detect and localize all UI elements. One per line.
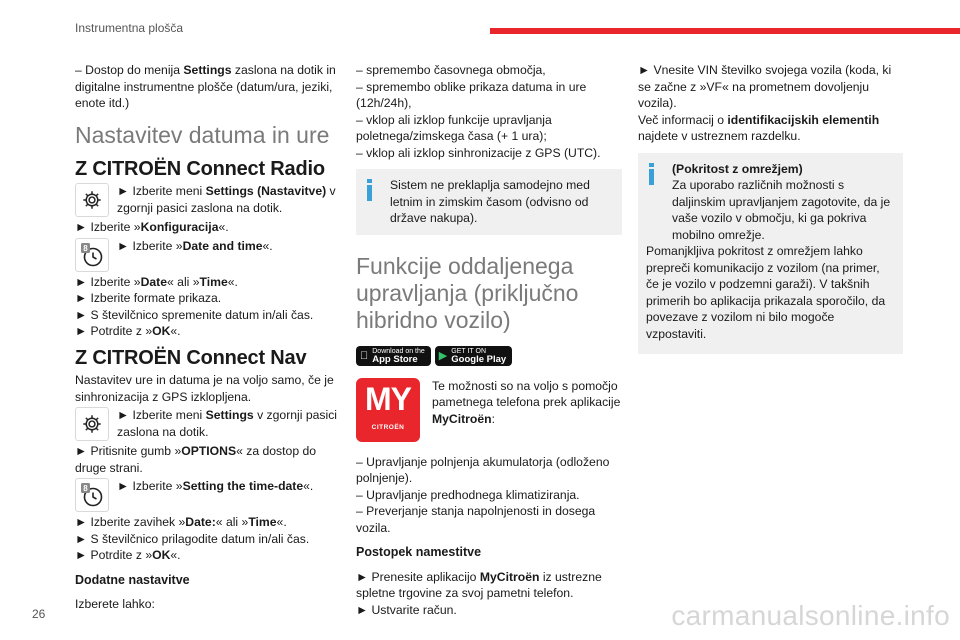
section-heading-remote: Funkcije oddaljenega upravljanja (priključno hibridno vozilo) [356, 252, 579, 333]
feature-item: – Upravljanje polnjenja akumulatorja (odloženo polnjenje). [356, 454, 610, 485]
clock-icon [75, 238, 109, 272]
section-heading-date-time: Nastavitev datuma in ure [75, 121, 330, 148]
nav-intro: Nastavitev ure in datuma je na voljo samo, če je sinhronizacija z GPS izklopljena. [75, 373, 334, 404]
radio-step-settings: ► Izberite meni Settings (Nastavitve) v zgornji pasici zaslona na dotik. [75, 183, 345, 217]
svg-text:8: 8 [83, 484, 88, 493]
apple-icon [360, 352, 368, 360]
heading-extra-settings: Dodatne nastavitve [75, 572, 190, 587]
heading-connect-nav: Z CITROËN Connect Nav [75, 346, 307, 369]
option-list-item: – spremembo oblike prikaza datuma in ure (12h/24h), [356, 79, 587, 110]
page-number: 26 [32, 607, 46, 621]
nav-step-settings: ► Izberite meni Settings v zgornji pasici zaslona na dotik. [75, 407, 345, 441]
google-play-badge[interactable]: ▶ GET IT ON Google Play [435, 346, 512, 366]
option-list-item: – vklop ali izklop sinhronizacije z GPS (UTC). [356, 145, 601, 160]
watermark: carmanualsonline.info [671, 600, 950, 631]
heading-install: Postopek namestitve [356, 545, 482, 559]
coverage-text-2: Pomanjkljiva pokritost z omrežjem lahko prepreči komunikacijo z vozilom (na primer, če je vozilo v podzemni garaži). V takšnih primerih bo aplikacija prikazala sporočilo, da povezave z vozilom ni bilo mogoče vzpostaviti. [646, 244, 886, 341]
radio-step-formats: ► Izberite formate prikaza. [75, 291, 222, 305]
header-title: Instrumentna plošča [75, 21, 184, 35]
option-list-item: – vklop ali izklop funkcije upravljanja poletnega/zimskega časa (+ 1 ura); [356, 112, 552, 143]
app-store-badge[interactable]: Download on the App Store [356, 346, 431, 366]
play-icon: ▶ [430, 349, 440, 362]
radio-step-konfiguracija: ► Izberite »Konfiguracija«. [75, 220, 229, 234]
coverage-text: Za uporabo različnih možnosti s daljinskim upravljanjem zagotovite, da je vaše vozilo v območju, ki ga pokriva mobilno omrežje. [672, 178, 891, 242]
radio-step-date-time: 8 ► Izberite »Date and time«. [75, 238, 345, 272]
more-info: Več informacij o identifikacijskih elementih najdete v ustreznem razdelku. [638, 112, 880, 143]
info-text: Sistem ne preklaplja samodejno med letnim in zimskim časom (odvisno od države nakupa). [390, 178, 590, 225]
heading-connect-radio: Z CITROËN Connect Radio [75, 157, 325, 180]
install-step-download: ► Prenesite aplikacijo MyCitroën iz ustrezne spletne trgovine za svoj pametni telefon. [356, 569, 602, 600]
coverage-title: (Pokritost z omrežjem) [672, 161, 803, 176]
feature-item: – Upravljanje predhodnega klimatiziranja. [356, 487, 580, 502]
info-icon [366, 179, 374, 206]
intro-paragraph: – Dostop do menija Settings zaslona na dotik in digitalne instrumentne plošče (datum/ura, jeziki, enote itd.) [75, 63, 336, 110]
radio-step-date-or-time: ► Izberite »Date« ali »Time«. [75, 274, 238, 289]
vin-step: ► Vnesite VIN številko svojega vozila (koda, ki se začne z »VF« na prometnem dovoljenju vozila). [638, 63, 892, 110]
extra-intro: Izberete lahko: [75, 597, 155, 611]
nav-step-tab: ► Izberite zavihek »Date:« ali »Time«. [75, 515, 287, 529]
column-3 [638, 62, 903, 364]
mycitroen-app-row [356, 378, 622, 442]
install-step-account: ► Ustvarite račun. [356, 602, 457, 617]
app-description: Te možnosti so na voljo s pomočjo pametnega telefona prek aplikacije MyCitroën: [432, 378, 621, 426]
mycitroen-logo: MY CITROËN [356, 378, 420, 442]
info-box-coverage [638, 153, 903, 355]
settings-gear-icon [75, 183, 109, 217]
nav-step-options: ► Pritisnite gumb »OPTIONS« za dostop do druge strani. [75, 444, 317, 475]
svg-text:8: 8 [83, 243, 88, 253]
store-badges [356, 346, 622, 366]
clock-icon [75, 478, 109, 512]
nav-step-time-date: 8 ► Izberite »Setting the time-date«. [75, 478, 345, 512]
feature-item: – Preverjanje stanja napolnjenosti in dosega vozila. [356, 504, 596, 535]
radio-step-confirm: ► Potrdite z »OK«. [75, 324, 181, 338]
option-list-item: – spremembo časovnega območja, [356, 63, 546, 77]
radio-step-dial: ► S številčnico spremenite datum in/ali čas. [75, 307, 314, 322]
column-2 [356, 62, 622, 618]
info-icon [648, 163, 656, 190]
info-box-dst [356, 169, 622, 235]
column-1 [75, 62, 345, 613]
nav-step-dial: ► S številčnico prilagodite datum in/ali čas. [75, 531, 310, 546]
nav-step-confirm: ► Potrdite z »OK«. [75, 548, 181, 562]
settings-gear-icon [75, 407, 109, 441]
header-accent-bar [490, 28, 960, 34]
